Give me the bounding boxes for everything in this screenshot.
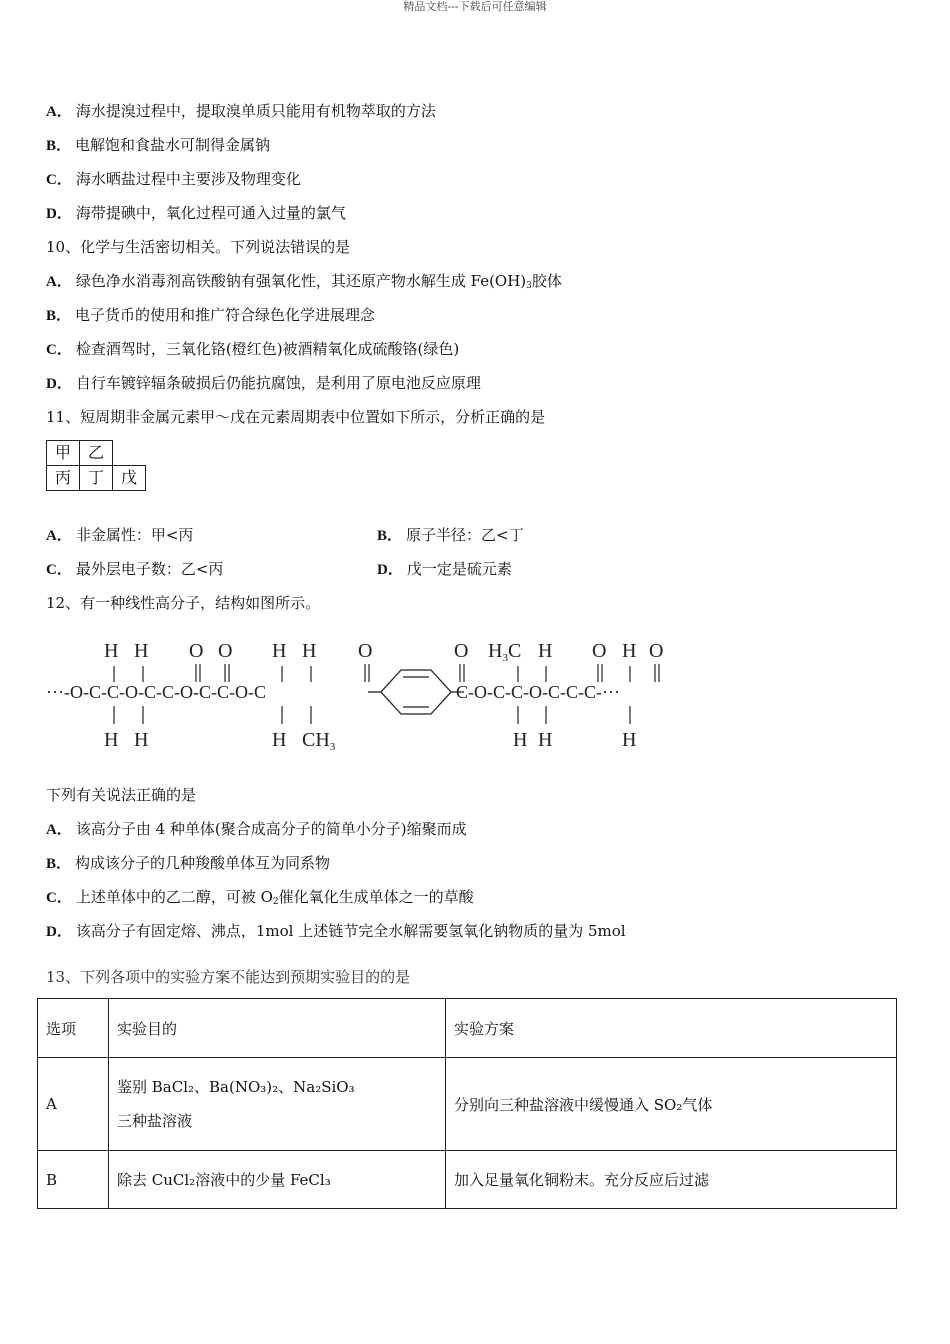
q10-option-c[interactable] <box>46 339 459 360</box>
option-text: 原子半径：乙<丁 <box>406 526 524 544</box>
element-cell: 甲 <box>47 441 80 466</box>
q9-option-c[interactable] <box>46 169 301 190</box>
svg-text:···-O-C-C-O-C-C-O-C-C-O-C: ···-O-C-C-O-C-C-O-C-C-O-C <box>46 682 266 702</box>
q9-option-b[interactable] <box>46 135 270 156</box>
q10-option-d[interactable] <box>46 373 481 394</box>
option-letter: A． <box>46 274 72 290</box>
row-purpose: 除去 CuCl₂溶液中的少量 FeCl₃ <box>109 1151 446 1209</box>
option-text: 海水晒盐过程中主要涉及物理变化 <box>75 170 301 188</box>
option-letter: B． <box>46 308 72 324</box>
q9-option-d[interactable] <box>46 203 346 224</box>
option-text: 该高分子由 4 种单体(聚合成高分子的简单小分子)缩聚而成 <box>75 820 467 838</box>
svg-text:O: O <box>189 640 204 662</box>
q11-option-a[interactable] <box>46 525 193 546</box>
option-letter: A． <box>46 528 72 544</box>
option-text: 电子货币的使用和推广符合绿色化学进展理念 <box>75 306 376 324</box>
svg-text:H3C: $H_3C$ <box>488 640 522 664</box>
element-cell: 乙 <box>80 441 113 466</box>
svg-text:H: H <box>538 640 553 662</box>
option-text-tail: 胶体 <box>531 272 562 290</box>
table-header-row <box>38 999 897 1058</box>
q12-stem: 12、有一种线性高分子，结构如图所示。 <box>46 594 321 612</box>
option-text-tail: 催化氧化生成单体之一的草酸 <box>278 888 474 906</box>
purpose-line: 三种盐溶液 <box>117 1112 193 1130</box>
svg-text:H: H <box>272 729 287 751</box>
q10-option-b[interactable] <box>46 305 375 326</box>
row-plan: 分别向三种盐溶液中缓慢通入 SO₂气体 <box>446 1058 897 1151</box>
option-letter: B． <box>377 528 403 544</box>
option-text: 海带提碘中，氧化过程可通入过量的氯气 <box>75 204 346 222</box>
table-row <box>38 1151 897 1209</box>
option-letter: C． <box>46 342 72 358</box>
option-letter: D． <box>377 562 403 578</box>
option-letter: B． <box>46 856 72 872</box>
svg-text:O: O <box>592 640 607 662</box>
svg-text:H: H <box>104 729 119 751</box>
page-header: 精品文档---下载后可任意编辑 <box>403 0 547 13</box>
q13-stem: 13、下列各项中的实验方案不能达到预期实验目的的是 <box>46 968 411 986</box>
option-text: 电解饱和食盐水可制得金属钠 <box>75 136 271 154</box>
svg-text:H: H <box>622 640 637 662</box>
element-cell: 戊 <box>113 466 146 491</box>
subscript: 3 <box>526 281 532 291</box>
q12-option-a[interactable] <box>46 819 467 840</box>
subscript: 2 <box>272 897 279 907</box>
option-letter: C． <box>46 172 72 188</box>
option-text: 自行车镀锌辐条破损后仍能抗腐蚀，是利用了原电池反应原理 <box>75 374 481 392</box>
header-purpose: 实验目的 <box>109 999 446 1058</box>
svg-text:C-O-C-C-O-C-C-C-···: C-O-C-C-O-C-C-C-··· <box>456 682 620 702</box>
q12-option-d[interactable] <box>46 921 626 942</box>
empty-cell <box>113 441 146 466</box>
option-text: 戊一定是硫元素 <box>406 560 512 578</box>
svg-text:H: H <box>622 729 637 751</box>
option-letter: A． <box>46 104 72 120</box>
experiment-table <box>37 998 897 1209</box>
option-letter: D． <box>46 206 72 222</box>
header-option: 选项 <box>38 999 109 1058</box>
option-text: 构成该分子的几种羧酸单体互为同系物 <box>75 854 331 872</box>
q11-option-d[interactable] <box>377 559 512 580</box>
q11-option-b[interactable] <box>377 525 524 546</box>
svg-text:O: O <box>649 640 664 662</box>
q9-option-a[interactable] <box>46 101 436 122</box>
option-letter: A． <box>46 822 72 838</box>
svg-text:H: H <box>134 729 149 751</box>
option-letter: D． <box>46 924 72 940</box>
row-plan: 加入足量氧化铜粉末。充分反应后过滤 <box>446 1151 897 1209</box>
option-text: 该高分子有固定熔、沸点，1mol 上述链节完全水解需要氢氧化钠物质的量为 5mol <box>75 922 626 940</box>
row-purpose <box>109 1058 446 1151</box>
purpose-line: 鉴别 BaCl₂、Ba(NO₃)₂、Na₂SiO₃ <box>117 1078 355 1096</box>
svg-text:H: H <box>134 640 149 662</box>
q10-option-a[interactable] <box>46 271 562 292</box>
element-cell: 丙 <box>47 466 80 491</box>
header-plan: 实验方案 <box>446 999 897 1058</box>
option-text: 海水提溴过程中，提取溴单质只能用有机物萃取的方法 <box>75 102 436 120</box>
option-letter: C． <box>46 890 72 906</box>
element-cell: 丁 <box>80 466 113 491</box>
periodic-table-fragment <box>46 440 146 491</box>
option-letter: D． <box>46 376 72 392</box>
svg-text:H: H <box>513 729 528 751</box>
table-row <box>38 1058 897 1151</box>
row-option: B <box>38 1151 109 1209</box>
option-letter: B． <box>46 138 72 154</box>
row-option: A <box>38 1058 109 1151</box>
svg-text:H: H <box>104 640 119 662</box>
q12-sub-stem: 下列有关说法正确的是 <box>46 786 197 804</box>
q11-stem: 11、短周期非金属元素甲～戊在元素周期表中位置如下所示，分析正确的是 <box>46 408 546 426</box>
svg-text:H: H <box>538 729 553 751</box>
svg-text:O: O <box>454 640 469 662</box>
option-letter: C． <box>46 562 72 578</box>
q10-stem: 10、化学与生活密切相关。下列说法错误的是 <box>46 238 351 256</box>
svg-text:CH3: $CH_3$ <box>302 729 336 753</box>
svg-text:H: H <box>302 640 317 662</box>
q12-option-c[interactable] <box>46 887 474 908</box>
svg-text:H: H <box>272 640 287 662</box>
polymer-structure-diagram <box>46 630 706 760</box>
svg-text:O: O <box>358 640 373 662</box>
option-text: 非金属性：甲<丙 <box>75 526 194 544</box>
option-text: 最外层电子数：乙<丙 <box>75 560 224 578</box>
option-text: 上述单体中的乙二醇，可被 O <box>75 888 273 906</box>
q11-option-c[interactable] <box>46 559 223 580</box>
option-text: 检查酒驾时，三氧化铬(橙红色)被酒精氧化成硫酸铬(绿色) <box>75 340 460 358</box>
option-text: 绿色净水消毒剂高铁酸钠有强氧化性，其还原产物水解生成 Fe(OH) <box>75 272 527 290</box>
svg-text:O: O <box>218 640 233 662</box>
q12-option-b[interactable] <box>46 853 330 874</box>
